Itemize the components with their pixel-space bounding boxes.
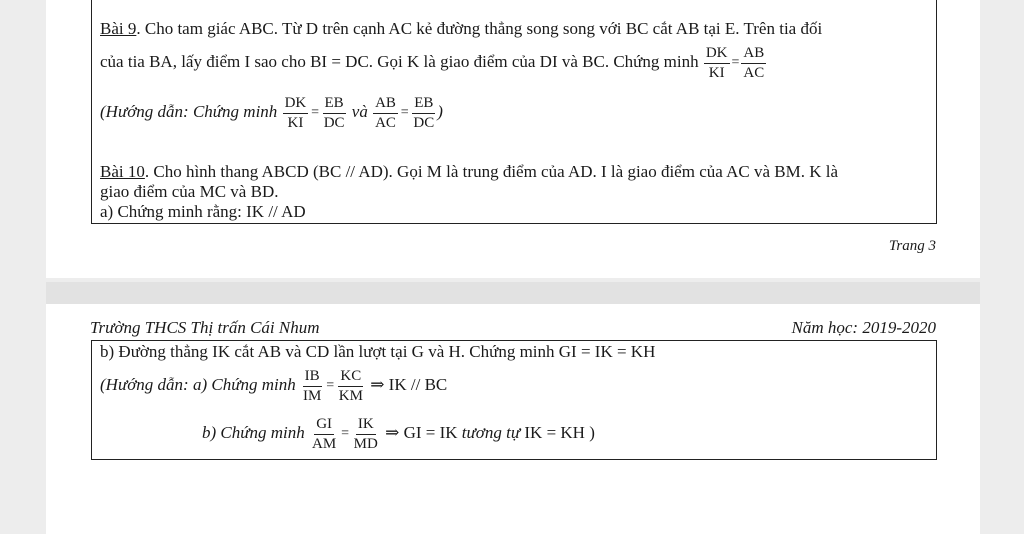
- fraction-ib-im: $\frac{IB}{IM}$: [302, 367, 322, 404]
- bai9-label: Bài 9: [100, 19, 137, 38]
- hint-fraction-dk-ki: $\frac{DK}{KI}$: [284, 94, 307, 131]
- equals-sign: =: [399, 105, 410, 121]
- bai9-line-2: [100, 42, 767, 83]
- fraction-gi-am: $\frac{GI}{AM}$: [312, 415, 337, 452]
- fraction-kc-km: $\frac{KC}{KM}$: [338, 367, 363, 404]
- hint-b-result: ⇒ GI = IK: [385, 423, 458, 442]
- hint-prefix: (Hướng dẫn: Chứng minh: [100, 102, 278, 121]
- document-page-3: [46, 0, 980, 278]
- fraction-dk-ki: $\frac{DK}{KI}$: [705, 44, 728, 81]
- document-page-4: [46, 304, 980, 534]
- bai10-text-1: . Cho hình thang ABCD (BC // AD). Gọi M là trung điểm của AD. I là giao điểm của AC và BM. K là: [144, 162, 839, 181]
- equals-sign: =: [731, 55, 740, 71]
- bai10-part-a: a) Chứng minh rằng: IK // AD: [100, 202, 306, 221]
- equals-sign: =: [340, 426, 350, 442]
- hint-b-prefix: b) Chứng minh: [202, 423, 305, 442]
- hint-and: và: [351, 102, 368, 121]
- equals-sign: =: [310, 105, 320, 121]
- fraction-ik-md: $\frac{IK}{MD}$: [353, 415, 378, 452]
- bai9-line-1: [100, 19, 822, 39]
- bai10-line-1: [100, 162, 838, 182]
- hint-a-result: ⇒ IK // BC: [370, 375, 448, 394]
- bai10-line-2: giao điểm của MC và BD.: [100, 182, 279, 201]
- school-name: Trường THCS Thị trấn Cái Nhum: [90, 318, 320, 337]
- school-year: Năm học: 2019-2020: [791, 318, 936, 337]
- hint-a-prefix: (Hướng dẫn: a) Chứng minh: [100, 375, 296, 394]
- fraction-ab-ac: $\frac{AB}{AC}$: [743, 44, 765, 81]
- hint-b-similar: tương tự: [461, 423, 521, 442]
- equals-sign: =: [325, 378, 335, 394]
- bai9-hint: [100, 92, 443, 133]
- hint-b: [202, 412, 595, 455]
- page-gap: [46, 282, 980, 304]
- bai9-text-2: của tia BA, lấy điểm I sao cho BI = DC. Gọi K là giao điểm của DI và BC. Chứng minh: [100, 52, 699, 71]
- bai9-text-1: . Cho tam giác ABC. Từ D trên cạnh AC kẻ đường thẳng song song với BC cắt AB tại E. Trên tia đối: [136, 19, 823, 38]
- hint-fraction-eb-dc: $\frac{EB}{DC}$: [323, 94, 345, 131]
- hint-fraction-ab-ac: $\frac{AB}{AC}$: [375, 94, 396, 131]
- hint-close: ): [437, 102, 443, 121]
- bai10-label: Bài 10: [100, 162, 145, 181]
- part-b: b) Đường thẳng IK cắt AB và CD lần lượt tại G và H. Chứng minh GI = IK = KH: [100, 342, 656, 361]
- hint-a: [100, 364, 447, 407]
- page-number: Trang 3: [888, 238, 936, 254]
- hint-b-final: IK = KH ): [524, 423, 595, 442]
- hint-fraction-eb-dc-2: $\frac{EB}{DC}$: [413, 94, 435, 131]
